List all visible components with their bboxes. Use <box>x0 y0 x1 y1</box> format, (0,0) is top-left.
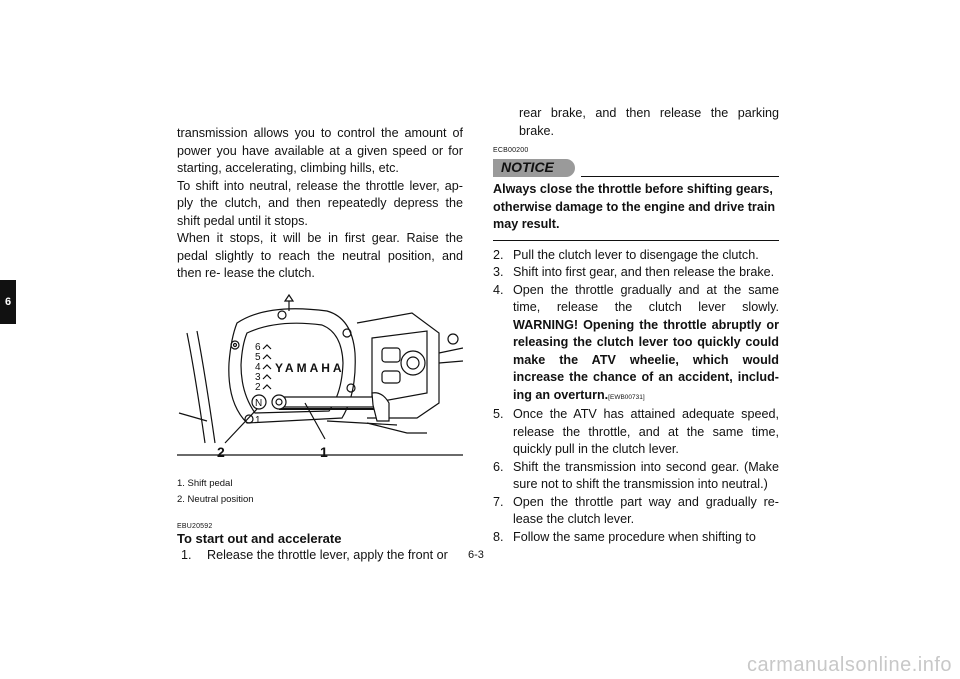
list-item <box>493 264 779 282</box>
list-item <box>493 282 779 407</box>
notice-header <box>493 157 779 177</box>
list-item <box>493 494 779 529</box>
step-number: 6. <box>493 459 504 474</box>
step-number: 5. <box>493 407 504 421</box>
gear-label-1: 1 <box>255 414 261 426</box>
list-item <box>493 529 779 547</box>
gear-label-4: 4 <box>255 361 261 373</box>
caption-item: 2. Neutral position <box>177 494 254 505</box>
step-text: Release the throttle lever, apply the front or <box>207 548 448 562</box>
paragraph: When it stops, it will be in first gear. Raise the pedal slightly to reach the neutral position, and then re- lease the clutch. <box>177 231 463 280</box>
step-text: Pull the clutch lever to disengage the clutch. <box>513 247 759 262</box>
gear-label-2: 2 <box>255 381 261 393</box>
right-column <box>493 105 779 546</box>
gear-label-neutral: N <box>255 397 263 409</box>
caption-item: 1. Shift pedal <box>177 478 233 489</box>
step-text: Once the ATV has attained adequate speed, release the throttle, and at the same time, quickly pull in the clutch lever. <box>513 407 779 456</box>
shift-pedal-illustration <box>177 293 463 463</box>
page-number: 6-3 <box>468 549 484 561</box>
section-code: EBU20592 <box>177 523 213 530</box>
left-column <box>177 125 463 565</box>
step-number: 2. <box>493 247 504 262</box>
step-number: 8. <box>493 529 504 544</box>
gear-label-3: 3 <box>255 371 261 383</box>
list-item <box>493 459 779 494</box>
watermark: carmanualsonline.info <box>746 654 952 676</box>
notice-code: ECB00200 <box>493 147 529 154</box>
step-block <box>513 282 779 407</box>
step-text: Shift into first gear, and then release the brake. <box>513 265 775 279</box>
step-text: Open the throttle part way and gradually re- lease the clutch lever. <box>513 494 779 526</box>
step-number: 1. <box>181 548 192 562</box>
callout-1: 1 <box>320 443 328 460</box>
notice-badge: NOTICE <box>493 159 575 177</box>
engine-logo: YAMAHA <box>275 360 345 375</box>
step-text: Open the throttle gradually and at the same time, release the clutch lever slowly. <box>513 282 779 314</box>
step-text: Follow the same procedure when shifting to <box>513 529 756 544</box>
step-text: Shift the transmission into second gear. (Make sure not to shift the transmission into neutral.) <box>513 459 779 491</box>
gear-label-5: 5 <box>255 351 261 363</box>
notice-rule <box>581 176 779 177</box>
section-title: To start out and accelerate <box>177 531 342 546</box>
warning-text: WARNING! Opening the throttle abruptly or releasing the clutch lever too quickly could make the ATV wheelie, which would increase the chance of an accident, includ- ing an overturn. <box>513 317 779 402</box>
chapter-tab: 6 <box>0 280 16 324</box>
step-number: 4. <box>493 282 504 297</box>
paragraph: To shift into neutral, release the throttle lever, ap- ply the clutch, and then repeatedly depress the shift pedal until it stops. <box>177 178 463 228</box>
list-item <box>177 547 463 565</box>
step-number: 7. <box>493 494 504 509</box>
notice-text: Always close the throttle before shifting gears, otherwise damage to the engine and drive train may result. <box>493 181 779 241</box>
list-item <box>493 406 779 459</box>
step-continuation: rear brake, and then release the parking brake. <box>519 106 779 138</box>
figure-caption <box>177 476 463 508</box>
step-number: 3. <box>493 265 504 279</box>
gear-label-6: 6 <box>255 341 261 353</box>
warning-code: [EWB00731] <box>608 393 645 401</box>
list-item <box>493 247 779 265</box>
paragraph: transmission allows you to control the amount of power you have available at a given speed or for starting, accelerating, climbing hills, etc. <box>177 126 463 175</box>
callout-2: 2 <box>217 443 225 460</box>
